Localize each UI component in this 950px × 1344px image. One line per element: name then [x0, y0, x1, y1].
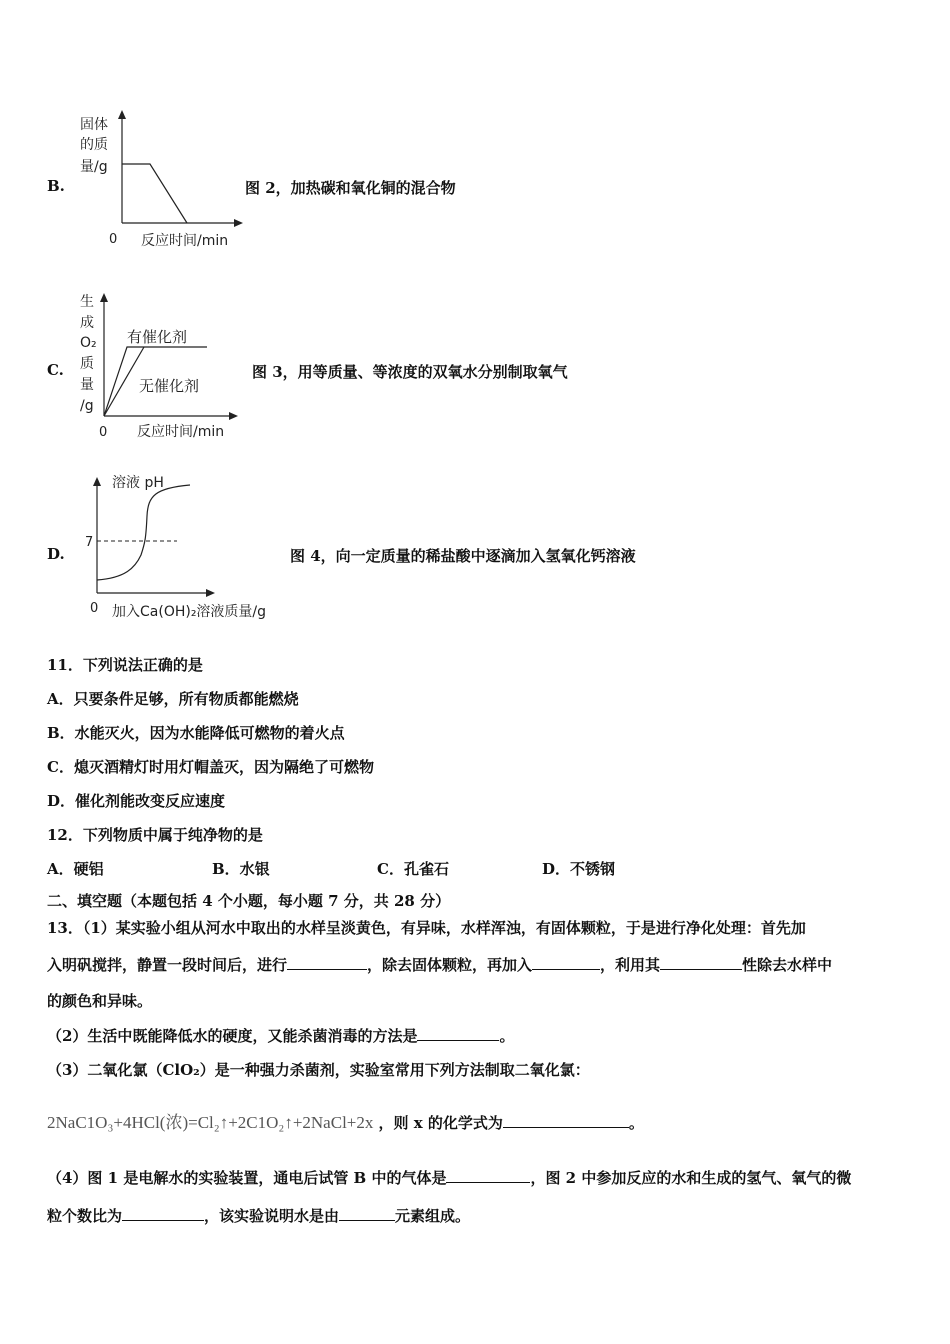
graph-b-ylabel-1: 固体: [80, 117, 108, 133]
q12-option-b: B．水银: [212, 860, 270, 878]
q13-part4-text-b: ，图 2 中参加反应的水和生成的氢气、氧气的微: [530, 1169, 852, 1187]
graph-b-y-arrow: [118, 110, 126, 119]
q13-part4-text-a: （4）图 1 是电解水的实验装置，通电后试管 B 中的气体是: [47, 1169, 447, 1187]
q13-blank-1[interactable]: [287, 957, 367, 970]
q12-option-d: D．不锈钢: [542, 860, 616, 878]
q11-option-b: B．水能灭火，因为水能降低可燃物的着火点: [47, 724, 345, 742]
q13-equation-row: [47, 1108, 644, 1133]
q13-part4-text-c: 粒个数比为: [47, 1207, 123, 1225]
graph-b-curve: [122, 164, 187, 223]
graph-b-x-arrow: [234, 219, 243, 227]
q12-stem: 12．下列物质中属于纯净物的是: [47, 826, 263, 844]
q13-blank-5[interactable]: [503, 1115, 629, 1128]
graph-b-ylabel-3: 量/g: [80, 159, 108, 175]
q13-blank-8[interactable]: [339, 1208, 395, 1221]
q13-blank-3[interactable]: [660, 957, 742, 970]
q13-eq-tail-a: ，则 x 的化学式为: [378, 1114, 503, 1132]
graph-c-ylabel-3: O₂: [80, 335, 97, 351]
graph-b-solid-mass: [75, 110, 250, 252]
graph-b-xlabel: 反应时间/min: [141, 233, 229, 249]
q13-part4-text-e: 元素组成。: [395, 1207, 471, 1225]
q13-eq-tail-b: 。: [628, 1114, 644, 1132]
q13-blank-4[interactable]: [417, 1028, 499, 1041]
q13-blank-7[interactable]: [122, 1208, 204, 1221]
graph-b-origin: 0: [109, 232, 118, 247]
option-b-caption: 图 2，加热碳和氧化铜的混合物: [245, 179, 456, 197]
graph-c-label-no-catalyst: 无催化剂: [139, 377, 200, 395]
graph-c-label-catalyst: 有催化剂: [127, 328, 188, 346]
option-d-caption: 图 4，向一定质量的稀盐酸中逐滴加入氢氧化钙溶液: [290, 547, 636, 565]
graph-d-ph-curve: [80, 468, 295, 628]
q11-stem: 11．下列说法正确的是: [47, 656, 203, 674]
graph-c-y-arrow: [100, 293, 108, 302]
graph-d-y-arrow: [93, 477, 101, 486]
q13-part1-line3: 的颜色和异味。: [47, 992, 153, 1010]
q11-option-c: C．熄灭酒精灯时用灯帽盖灭，因为隔绝了可燃物: [47, 758, 374, 776]
option-c-caption: 图 3，用等质量、等浓度的双氧水分别制取氧气: [252, 363, 568, 381]
q13-part4-line2: [47, 1205, 470, 1226]
graph-d-origin: 0: [90, 601, 99, 616]
q13-part1-text-a: 入明矾搅拌，静置一段时间后，进行: [47, 956, 288, 974]
q13-part2-text-a: （2）生活中既能降低水的硬度，又能杀菌消毒的方法是: [47, 1027, 418, 1045]
q13-blank-6[interactable]: [446, 1170, 530, 1183]
graph-c-x-arrow: [229, 412, 238, 420]
section-2-heading: 二、填空题（本题包括 4 个小题，每小题 7 分，共 28 分）: [47, 892, 451, 910]
q13-part4-line1: [47, 1167, 851, 1188]
q11-option-a: A．只要条件足够，所有物质都能燃烧: [47, 690, 299, 708]
graph-d-xlabel: 加入Ca(OH)₂溶液质量/g: [112, 604, 267, 620]
graph-c-xlabel: 反应时间/min: [137, 424, 225, 440]
q13-part2: [47, 1025, 514, 1046]
q13-part3: （3）二氧化氯（ClO₂）是一种强力杀菌剂，实验室常用下列方法制取二氧化氯：: [47, 1061, 590, 1079]
graph-c-ylabel-2: 成: [80, 315, 94, 331]
graph-b-ylabel-2: 的质: [80, 137, 108, 153]
graph-d-x-arrow: [206, 589, 215, 597]
q13-part1-line1: 13．（1）某实验小组从河水中取出的水样呈淡黄色，有异味，水样浑浊，有固体颗粒，于是进行净化处理：首先加: [47, 919, 806, 937]
q13-blank-2[interactable]: [532, 957, 600, 970]
graph-c-origin: 0: [99, 425, 108, 440]
q12-option-a: A．硬铝: [47, 860, 104, 878]
graph-c-ylabel-6: /g: [80, 398, 94, 414]
graph-d-tick-7: 7: [85, 535, 94, 550]
option-d-letter: D.: [47, 545, 65, 563]
q13-part2-text-b: 。: [499, 1027, 515, 1045]
q13-part1-text-c: ，利用其: [600, 956, 661, 974]
graph-d-curve: [97, 485, 190, 580]
q13-equation: 2NaC1O₃+4HCl(浓)=Cl₂↑+2C1O₂↑+2NaCl+2x: [47, 1113, 374, 1132]
graph-d-ylabel: 溶液 pH: [112, 475, 164, 491]
q13-part4-text-d: ，该实验说明水是由: [204, 1207, 340, 1225]
q12-option-c: C．孔雀石: [377, 860, 449, 878]
graph-c-oxygen-mass: [75, 290, 250, 442]
q13-part1-text-b: ，除去固体颗粒，再加入: [367, 956, 533, 974]
q13-part1-text-d: 性除去水样中: [742, 956, 833, 974]
graph-c-ylabel-5: 量: [80, 377, 94, 393]
graph-c-ylabel-4: 质: [80, 356, 94, 372]
q13-part1-line2: [47, 954, 832, 975]
option-b-letter: B.: [47, 177, 65, 195]
q11-option-d: D．催化剂能改变反应速度: [47, 792, 226, 810]
option-c-letter: C.: [47, 361, 64, 379]
graph-c-ylabel-1: 生: [80, 294, 94, 310]
